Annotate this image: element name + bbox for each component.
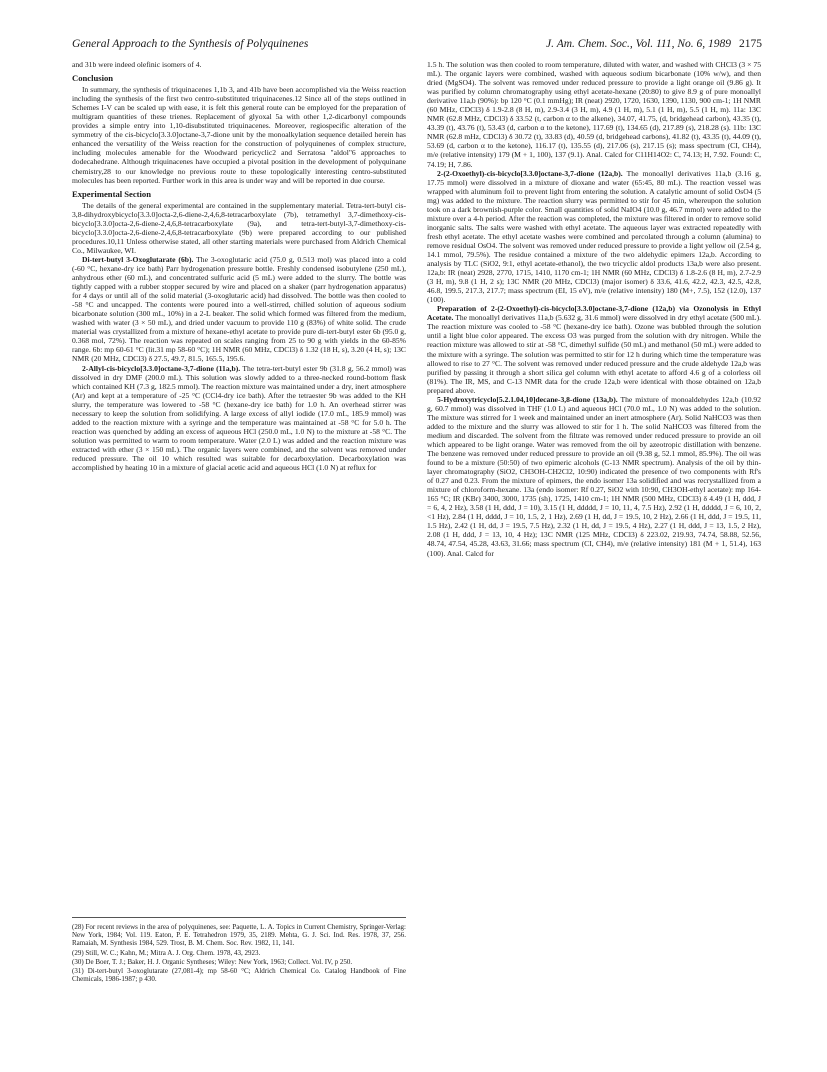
procedure-6b bbox=[72, 255, 406, 364]
conclusion-paragraph: In summary, the synthesis of triquinacenes 1,1b 3, and 41b have been accomplished via the Weiss reaction including the synthesis of the first two centro-substituted triquinacenes.12 Since all of the steps outlined in Schemes I-V can be scaled up with ease, it is felt this general route can be employed for the preparation of multigram quantities of these trienes. Replacement of glyoxal 5a with other 1,2-dicarbonyl compounds provides a simple entry into 1,10-disubstituted triquinacenes. Moreover, regiospecific alteration of the symmetry of the cis-bicyclo[3.3.0]octane-3,7-dione unit by the monoalkylation sequence detailed herein has enhanced the versatility of the Weiss reaction for the construction of polyquinenes of complex structure, including molecules amenable for the Woodward pericyclic2 and Serratosa "aldol"6 approaches to dodecahedrane. Although triquinacenes have occupied a pivotal position in the development of polyquinane chemistry,28 to our knowledge no previous route to these topologically interesting centro-substituted molecules has been reported. Further work in this area is under way and will be reported in due course. bbox=[72, 85, 406, 185]
journal-reference: J. Am. Chem. Soc., Vol. 111, No. 6, 1989 bbox=[546, 38, 731, 50]
journal-citation bbox=[546, 38, 762, 50]
procedure-12ab-title: 2-(2-Oxoethyl)-cis-bicyclo[3.3.0]octane-3,7-dione (12a,b). bbox=[437, 168, 623, 178]
procedure-12ab bbox=[427, 169, 761, 305]
running-header bbox=[72, 38, 762, 54]
procedure-6b-title: Di-tert-butyl 3-Oxoglutarate (6b). bbox=[82, 254, 194, 264]
page-number: 2175 bbox=[739, 38, 762, 50]
procedure-12ab-text: The monoallyl derivatives 11a,b (3.16 g, 17.75 mmol) were dissolved in a mixture of dioxane and water (65:45, 80 mL). The reaction vessel was wrapped with aluminum foil to prevent light from entering the solution. A catalytic amount of solid OsO4 (5 mg) was added to the mixture. The reaction slurry was permitted to stir for 45 min, whereupon the solution took on a dark brownish-purple color. Small quantities of solid NaIO4 (10.0 g, 46.7 mmol) were added to the mixture over a 4-h period. After the reaction was completed, the mixture was filtered in order to remove solid inorganic salts. The salts were washed with ethyl acetate. The aqueous layer was extracted repeatedly with fresh ethyl acetate. The ethyl acetate washes were combined and percolated through a column (alumina) to remove residual OsO4. The solvent was removed under reduced pressure to provide a light yellow oil (2.54 g, 14.1 mmol, 79.5%). The residue contained a mixture of the two aldehydic epimers 12a,b. According to analysis by TLC (SiO2, 9:1, ethyl acetate-ethanol), the two tricyclic aldol products 13a,b were also present. 12a,b: IR (neat) 2928, 2770, 1715, 1410, 1170 cm-1; 1H NMR (60 MHz, CDCl3) δ 1.8-2.6 (8 H, m), 2.7-2.9 (3 H, m), 9.8 (1 H, 2 s); 13C NMR (20 MHz, CDCl3) (major isomer) δ 33.6, 41.6, 42.2, 42.3, 42.5, 42.8, 46.8, 199.5, 217.3, 217.7; mass spectrum (EI, 15 eV), m/e (relative intensity) 180 (M+, 7.5), 152 (12.0), 137 (100). bbox=[427, 168, 761, 305]
procedure-13ab-title: 5-Hydroxytricyclo[5.2.1.04,10]decane-3,8-dione (13a,b). bbox=[437, 394, 618, 404]
procedure-ozonolysis-title: Preparation of 2-(2-Oxoethyl)-cis-bicyclo[3.3.0]octane-3,7-dione (12a,b) via Ozonolysis in Ethyl Acetate. bbox=[427, 304, 761, 323]
footnote-31: (31) Di-tert-butyl 3-oxoglutarate (27,081-4); mp 58-60 °C; Aldrich Chemical Co. Catalog Handbook of Fine Chemicals, 1986-1987; p 430. bbox=[72, 967, 406, 984]
conclusion-heading: Conclusion bbox=[72, 73, 114, 84]
running-title: General Approach to the Synthesis of Polyquinenes bbox=[72, 38, 309, 50]
procedure-13ab bbox=[427, 395, 761, 558]
procedure-11ab bbox=[72, 364, 406, 473]
procedure-11ab-text: The tetra-tert-butyl ester 9b (31.8 g, 56.2 mmol) was dissolved in dry DMF (200.0 mL). This solution was slowly added to a three-necked round-bottom flask which contained KH (7.3 g, 182.5 mmol). The reaction mixture was maintained under a dry, inert atmosphere (Ar) and kept at a temperature of -25 °C (CCl4-dry ice bath). After the tetraester 9b was added to the KH slurry, the temperature was lowered to -58 °C (hexane-dry ice bath) for 1.0 h. An overhead stirrer was necessary to keep the solution from solidifying. A large excess of allyl iodide (17.0 mL, 185.9 mmol) was added to the reaction mixture with a syringe and the temperature was maintained at -58 °C for 5.0 h. The reaction was quenched by adding an excess of aqueous HCl (250.0 mL, 1.0 N) to the mixture at -58 °C. The solution was permitted to warm to room temperature. Water (2.0 L) was added and the reaction mixture was extracted with ether (3 × 150 mL). The organic layers were combined, and the solvent was removed under reduced pressure. The oil 10 which resulted was suitable for decarboxylation. Decarboxylation was accomplished by heating 10 in a mixture of glacial acetic acid and aqueous HCl (1.0 N) at reflux for bbox=[72, 363, 406, 473]
footnotes bbox=[72, 917, 406, 984]
right-column bbox=[427, 60, 761, 558]
footnote-29: (29) Still, W. C.; Kahn, M.; Mitra A. J. Org. Chem. 1978, 43, 2923. bbox=[72, 948, 261, 957]
procedure-11ab-title: 2-Allyl-cis-bicyclo[3.3.0]octane-3,7-dione (11a,b). bbox=[82, 363, 241, 373]
procedure-6b-text: The 3-oxoglutaric acid (75.0 g, 0.513 mol) was placed into a cold (-60 °C, hexane-dry ice bath) Parr hydrogenation pressure bottle. Freshly condensed isobutylene (250 mL), anhydrous ether (60 mL), and concentrated sulfuric acid (5 mL) were added to the slurry. The bottle was tightly capped with a rubber stopper secured by wire and placed on a shaker (parr hydrogenation apparatus) for 4 days or until all of the solid material (3-oxoglutaric acid) had dissolved. The bottle was then cooled to -58 °C and uncapped. The contents were poured into a well-stirred, chilled solution of aqueous sodium bicarbonate solution (300 mL, 10%) in a 2-L beaker. The solid which formed was filtered from the medium, washed with water (3 × 50 mL), and dried under vacuum to provide 110 g (83%) of white solid. The crude material was crystallized from a mixture of hexane-ethyl acetate to provide pure di-tert-butyl ester 6b (95.0 g, 0.368 mol, 72%). The reaction was repeated on scales ranging from 25 to 90 g with yields in the 60-85% range. 6b: mp 60-61 °C (lit.31 mp 58-60 °C); 1H NMR (60 MHz, CDCl3) δ 1.32 (18 H, s), 3.20 (4 H, s); 13C NMR (20 MHz, CDCl3) δ 27.5, 49.7, 81.5, 165.5, 195.6. bbox=[72, 254, 407, 364]
lead-paragraph: and 31b were indeed olefinic isomers of 4. bbox=[72, 60, 202, 69]
footnote-30: (30) De Boer, T. J.; Baker, H. J. Organic Syntheses; Wiley: New York, 1963; Collect. Vol. IV, p 250. bbox=[72, 957, 353, 966]
footnote-28: (28) For recent reviews in the area of polyquinenes, see: Paquette, L. A. Topics in Current Chemistry, Springer-Verlag: New York, 1984; Vol. 119. Eaton, P. E. Tetrahedron 1979, 35, 2189. Mehta, G. J. Sci. Ind. Res. 1978, 37, 256. Ramaiah, M. Synthesis 1984, 529. Trost, B. M. Chem. Soc. Rev. 1982, 11, 141. bbox=[72, 923, 406, 948]
experimental-heading: Experimental Section bbox=[72, 188, 152, 199]
procedure-ozonolysis-text: The monoallyl derivatives 11a,b (5.632 g, 31.6 mmol) were dissolved in dry ethyl acetate (500 mL). The reaction mixture was cooled to -58 °C (hexane-dry ice bath). Ozone was bubbled through the solution until a light blue color appeared. The excess O3 was purged from the solution with dry nitrogen. While the reaction mixture was allowed to stir at -58 °C, dimethyl sulfide (50 mL) and methanol (50 mL) were added to the mixture with a syringe. The solution was permitted to stir for 12 h during which time the temperature was allowed to rise to 27 °C. The solvent was removed under reduced pressure and the crude aldehyde 12a,b was purified by passing it through a short silica gel column with ethyl acetate to afford 4.6 g of a colorless oil (81%). The IR, MS, and C-13 NMR data for the crude 12a,b were identical with those obtained on 12a,b prepared above. bbox=[427, 313, 761, 395]
continued-paragraph: 1.5 h. The solution was then cooled to room temperature, diluted with water, and washed with CHCl3 (3 × 75 mL). The organic layers were combined, washed with aqueous sodium bicarbonate (10% w/w), and then dried (MgSO4). The solvent was removed under reduced pressure to provide a light orange oil (9.86 g). It was purified by column chromatography using ethyl acetate-hexane (20:80) to give 8.9 g of pure monoallyl derivative 11a,b (90%): bp 120 °C (0.1 mmHg); IR (neat) 2920, 1720, 1630, 1390, 1130, 900 cm-1; 1H NMR (60 MHz, CDCl3) δ 1.9-2.8 (8 H, m), 2.9-3.4 (3 H, m), 4.9 (1 H, m), 5.1 (1 H, m), 5.5 (1 H, m). 11a: 13C NMR (62.8 MHz, CDCl3) δ 33.52 (t, carbon α to the alkene), 34.07, 41.75, (d, bridgehead carbon), 43.35 (t), 43.39 (t), 43.76 (t), 53.43 (d, carbon α to the ketone), 117.69 (t), 134.65 (d), 217.89 (s), 218.28 (s). 11b: 13C NMR (62.8 mHz, CDCl3) δ 30.72 (t), 33.83 (d), 40.59 (d, bridgehead carbons), 41.82 (t), 43.35 (t), 44.09 (t), 53.69 (d, carbon α to the ketone), 116.17 (t), 135.55 (d), 217.06 (s), 217.15 (s); mass spectrum (CI, CH4), m/e (relative intensity) 179 (M + 1, 100), 137 (9.1). Anal. Calcd for C11H14O2: C, 74.13; H, 7.92. Found: C, 74.19; H, 7.86. bbox=[427, 60, 761, 169]
experimental-intro-paragraph: The details of the general experimental are contained in the supplementary material. Tetra-tert-butyl cis-3,8-dihydroxybicyclo[3.3.0]octa-2,6-diene-2,4,6,8-tetracarboxylate (7b), tetramethyl 3,7-dimethoxy-cis-bicyclo[3.3.0]octa-2,6-diene-2,4,6,8-tetracarboxylate (9a), and tetra-tert-butyl-3,7-dimethoxy-cis-bicyclo[3.3.0]octa-2,6-diene-2,4,6,8-tetracarboxylate (9b) were prepared according to our published procedures.10,11 Unless otherwise stated, all other starting materials were purchased from Aldrich Chemical Co., Milwaukee, WI. bbox=[72, 200, 406, 255]
procedure-13ab-text: The mixture of monoaldehydes 12a,b (10.92 g, 60.7 mmol) was dissolved in THF (1.0 L) and aqueous HCl (70.0 mL, 1.0 N) was added to the solution. The mixture was stirred for 1 week and maintained under an inert atmosphere (Ar). Solid NaHCO3 was then added to the mixture and the slurry was allowed to stir for 1 h. The solid NaHCO3 was filtered from the medium and discarded. The solvent from the filtrate was removed under reduced pressure to provide an oil which appeared to be light orange. Water was removed from the oil by azeotropic distillation with benzene. The benzene was removed under reduced pressure to provide an oil (9.38 g, 52.1 mmol, 85.9%). The oil was found to be a mixture (50:50) of two epimeric alcohols (C-13 NMR spectrum). Analysis of the oil by thin-layer chromatography (SiO2, CH3OH-CH2Cl2, 10:90) indicated the presence of two components with Rf's of 0.27 and 0.23. From the mixture of epimers, the endo isomer 13a solidified and was recrystallized from a mixture of chloroform-hexane. 13a (endo isomer: Rf 0.27, SiO2 with 10:90, CH3OH-ethyl acetate): mp 164-165 °C; IR (KBr) 3400, 3000, 1735 (sh), 1725, 1410 cm-1; 1H NMR (500 MHz, CDCl3) δ 4.49 (1 H, ddd, J = 6, 4, 2 Hz), 3.58 (1 H, ddd, J = 10), 3.15 (1 H, ddddd, J = 10, 11, 4, 7.5 Hz), 2.92 (1 H, ddddd, J = 6, 10, 2, <1 Hz), 2.84 (1 H, dddd, J = 10, 1.5, 2, 1 Hz), 2.69 (1 H, dd, J = 19.5, 10, 2 Hz), 2.66 (1 H, ddd, J = 19.5, 11, 1.5 Hz), 2.42 (1 H, dd, J = 19.5, 7.5 Hz), 2.32 (1 H, dd, J = 19.5, 4 Hz), 2.27 (1 H, ddd, J = 13, 1.5, 2 Hz), 2.08 (1 H, ddd, J = 13, 10, 4 Hz); 13C NMR (125 MHz, CDCl3) δ 223.02, 219.93, 74.74, 58.88, 52.56, 48.74, 47.54, 45.28, 43.63, 31.66; mass spectrum (CI, CH4), m/e (relative intensity) 181 (M + 1, 51.4), 163 (100). Anal. Calcd for bbox=[427, 394, 761, 558]
procedure-ozonolysis bbox=[427, 304, 761, 394]
left-column bbox=[72, 60, 406, 472]
